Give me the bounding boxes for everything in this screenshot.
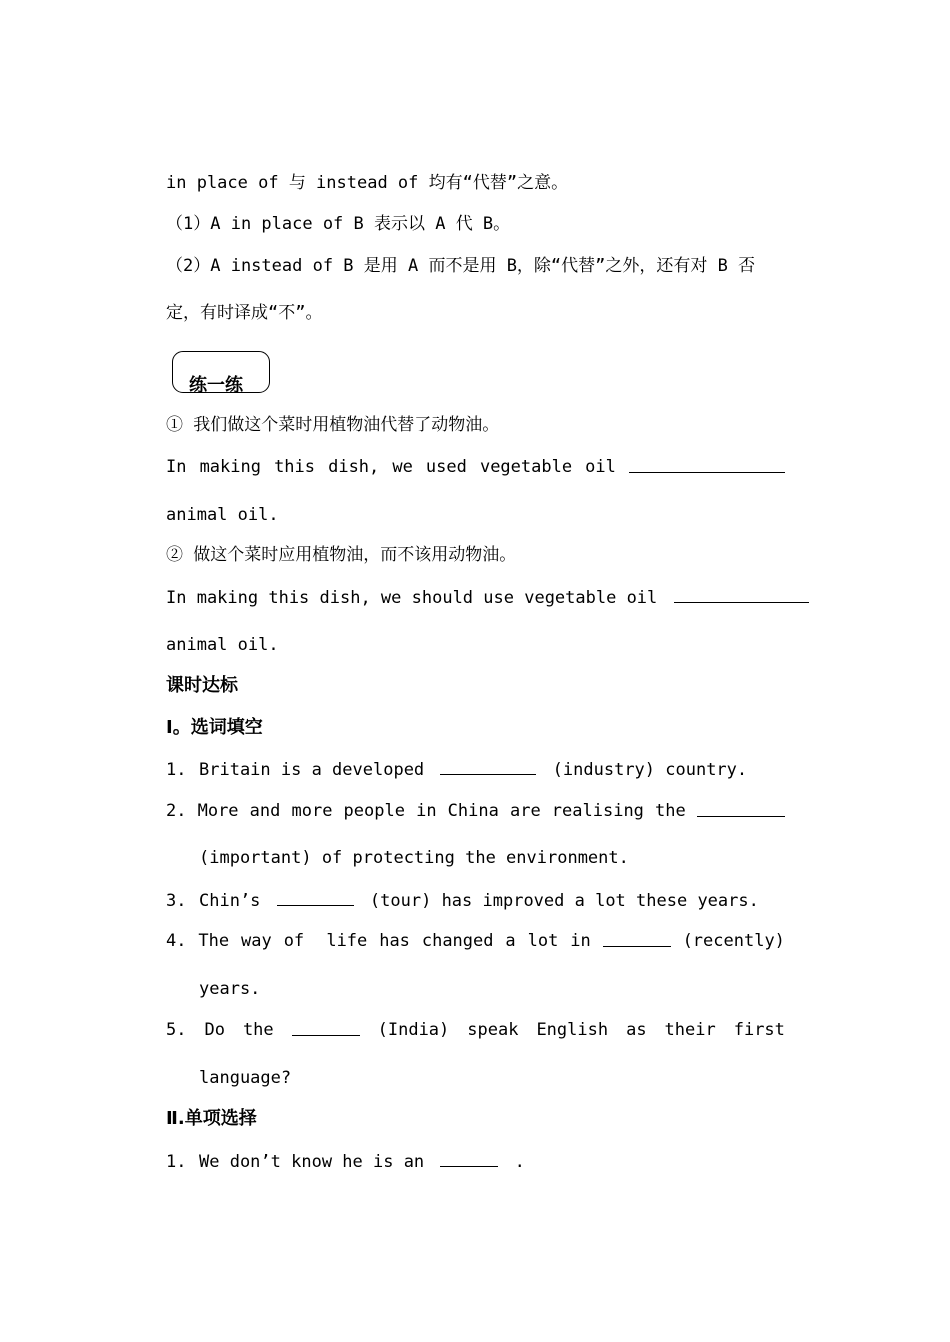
part1-item-5-cont: language? (199, 1068, 292, 1088)
word: the (242, 1020, 274, 1040)
word: More (197, 801, 239, 821)
word: way (241, 931, 272, 951)
intro-line-1: in place of 与 instead of 均有“代替”之意。 (166, 173, 569, 193)
word: The (198, 931, 230, 951)
item-number: 1. (166, 760, 187, 780)
part1-item-4-cont: years. (199, 979, 261, 999)
answer-blank[interactable] (292, 1019, 360, 1036)
part2-item-1 (166, 1150, 525, 1173)
practice-q1-end: animal oil. (166, 505, 279, 525)
section-title: 课时达标 (166, 675, 238, 696)
word: this (274, 457, 316, 477)
word: the (655, 801, 686, 821)
word: of (283, 931, 305, 951)
word: we (392, 457, 413, 477)
intro-line-4: 定，有时译成“不”。 (166, 303, 323, 323)
item-number: 4. (166, 931, 187, 951)
item-number: 5. (166, 1020, 187, 1040)
item-number: 1. (166, 1152, 187, 1172)
practice-q2-chinese: ② 做这个菜时应用植物油，而不该用动物油。 (166, 545, 517, 565)
intro-line-3: （2）A instead of B 是用 A 而不是用 B，除“代替”之外，还有对 B 否 (166, 256, 756, 276)
answer-blank[interactable] (603, 930, 671, 947)
item-text-after: (tour) has improved a lot these years. (369, 891, 759, 911)
word: more (291, 801, 333, 821)
word: speak (467, 1020, 519, 1040)
item-text-before: Chin’s (199, 891, 261, 911)
word: dish, (328, 457, 380, 477)
practice-label: 练一练 (189, 375, 243, 396)
part2-title: Ⅱ.单项选择 (166, 1108, 257, 1129)
word: used (425, 457, 467, 477)
answer-blank[interactable] (674, 586, 809, 603)
part1-title: Ⅰ。选词填空 (166, 717, 263, 738)
intro-line-2: （1）A in place of B 表示以 A 代 B。 (166, 214, 511, 234)
word: has (379, 931, 410, 951)
word: Do (204, 1020, 225, 1040)
word: are (509, 801, 541, 821)
q2-text: In making this dish, we should use vegetable oil (166, 588, 658, 608)
part1-item-5 (166, 1019, 785, 1041)
practice-q2-english (166, 586, 809, 609)
word: oil (585, 457, 616, 477)
word: (India) (377, 1020, 450, 1040)
item-text-after: (industry) country. (552, 760, 748, 780)
answer-blank[interactable] (697, 800, 785, 817)
answer-blank[interactable] (277, 889, 354, 906)
word: their (664, 1020, 716, 1040)
word: changed (421, 931, 494, 951)
word: In (166, 457, 187, 477)
item-text-after: . (514, 1152, 525, 1172)
answer-blank[interactable] (440, 1150, 498, 1167)
part1-item-1 (166, 758, 747, 781)
part1-item-2-cont: (important) of protecting the environment. (199, 848, 629, 868)
word: China (447, 801, 499, 821)
item-text-before: We don’t know he is an (199, 1152, 425, 1172)
word: and (249, 801, 281, 821)
word: people (343, 801, 405, 821)
word: lot (527, 931, 559, 951)
word: making (199, 457, 261, 477)
word: first (733, 1020, 785, 1040)
part1-item-3 (166, 889, 759, 912)
item-number: 3. (166, 891, 187, 911)
word: English (536, 1020, 609, 1040)
answer-blank[interactable] (629, 456, 785, 473)
item-text-after: (recently) (682, 931, 785, 951)
item-text-before: Britain is a developed (199, 760, 425, 780)
item-number: 2. (166, 801, 187, 821)
practice-q1-chinese: ① 我们做这个菜时用植物油代替了动物油。 (166, 415, 500, 435)
practice-label-box (172, 351, 270, 396)
word: life (316, 931, 368, 951)
part1-item-4 (166, 930, 785, 952)
answer-blank[interactable] (440, 758, 536, 775)
word: in (416, 801, 437, 821)
word: in (570, 931, 591, 951)
word: as (626, 1020, 647, 1040)
word: realising (551, 801, 644, 821)
word: a (505, 931, 516, 951)
practice-q2-end: animal oil. (166, 635, 279, 655)
practice-q1-english (166, 456, 785, 478)
part1-item-2 (166, 800, 785, 822)
word: vegetable (479, 457, 573, 477)
